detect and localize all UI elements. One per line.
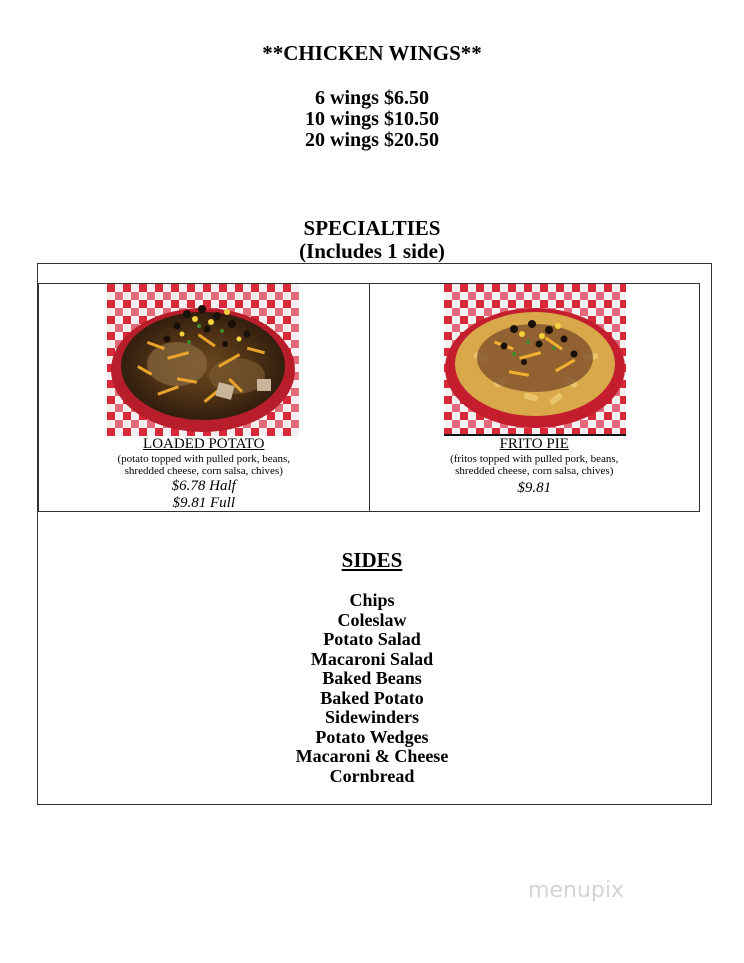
side-item: Baked Potato <box>320 687 424 708</box>
menupix-watermark: menupix <box>528 878 624 903</box>
side-item: Potato Wedges <box>315 726 429 747</box>
wings-title: **CHICKEN WINGS** <box>262 41 482 65</box>
loaded-potato-photo <box>107 284 299 436</box>
frito-pie-price: $9.81 <box>517 480 552 496</box>
wings-list <box>0 88 744 151</box>
description-line: shredded cheese, corn salsa, chives) <box>124 465 283 477</box>
side-item: Macaroni & Cheese <box>295 746 449 766</box>
description-line: shredded cheese, corn salsa, chives) <box>455 465 614 477</box>
side-item: Macaroni Salad <box>310 648 434 669</box>
specialties-title: SPECIALTIES <box>303 216 441 240</box>
sides-list <box>0 591 744 786</box>
specialties-heading <box>0 217 744 263</box>
description-line: (fritos topped with pulled pork, beans, <box>450 453 619 465</box>
side-item: Baked Beans <box>322 668 422 688</box>
side-item: Chips <box>349 590 395 610</box>
sides-title: SIDES <box>341 548 403 572</box>
wings-item: 20 wings $20.50 <box>305 129 439 151</box>
side-item: Cornbread <box>329 765 415 786</box>
wings-item: 6 wings $6.50 <box>315 87 429 109</box>
side-item: Coleslaw <box>337 609 407 630</box>
wings-item: 10 wings $10.50 <box>305 108 439 130</box>
side-item: Sidewinders <box>324 707 420 727</box>
side-item: Potato Salad <box>323 629 421 649</box>
loaded-potato-price-half: $6.78 Half <box>171 478 236 494</box>
loaded-potato-description <box>39 453 369 477</box>
specialty-frito-pie <box>369 284 700 511</box>
loaded-potato-price-full: $9.81 Full <box>172 495 235 511</box>
frito-pie-name: FRITO PIE <box>499 436 569 452</box>
frito-pie-photo <box>444 284 626 436</box>
specialty-loaded-potato <box>39 284 369 511</box>
loaded-potato-name: LOADED POTATO <box>143 436 265 452</box>
specialties-subtitle: (Includes 1 side) <box>299 239 445 263</box>
frito-pie-description <box>370 453 700 477</box>
specialties-table <box>38 283 700 512</box>
description-line: (potato topped with pulled pork, beans, <box>117 453 291 465</box>
